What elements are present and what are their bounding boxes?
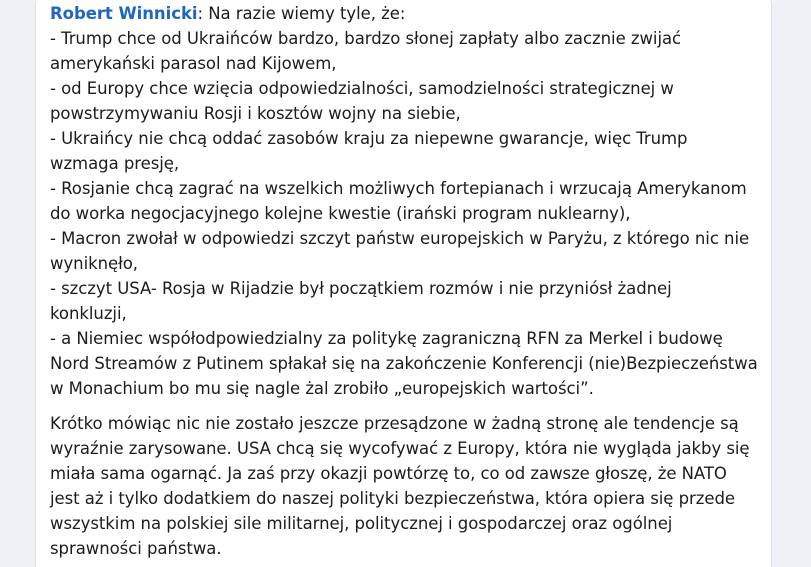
comment-line: miała sama ogarnąć. Ja zaś przy okazji powtórzę to, co od zawsze głoszę, że NATO [50, 464, 727, 483]
comment-intro: : Na razie wiemy tyle, że: [197, 4, 406, 23]
comment-line: wyniknęło, [50, 254, 138, 273]
comment-line: do worka negocjacyjnego kolejne kwestie (irański program nuklearny), [50, 204, 631, 223]
author-name-link[interactable]: Robert Winnicki [50, 4, 198, 23]
comment-line: - Rosjanie chcą zagrać na wszelkich możliwych fortepianach i wrzucają Amerykanom [50, 179, 747, 198]
comment-body [50, 1, 762, 561]
comment-line: - Trump chce od Ukraińców bardzo, bardzo słonej zapłaty albo zacznie zwijać [50, 29, 682, 48]
comment-line: - a Niemiec współodpowiedzialny za politykę zagraniczną RFN za Merkel i budowę [50, 329, 723, 348]
comment-line: - od Europy chce wzięcia odpowiedzialności, samodzielności strategicznej w [50, 79, 674, 98]
comment-line: - Ukraińcy nie chcą oddać zasobów kraju za niepewne gwarancje, więc Trump [50, 129, 688, 148]
comment-line: Krótko mówiąc nic nie zostało jeszcze przesądzone w żadną stronę ale tendencje są [50, 414, 739, 433]
comment-line: wzmaga presję, [50, 154, 180, 173]
comment-line: - Macron zwołał w odpowiedzi szczyt państw europejskich w Paryżu, z którego nic nie [50, 229, 750, 248]
comment-line: w Monachium bo mu się nagle żal zrobiło „europejskich wartości”. [50, 379, 594, 398]
comment-line: - szczyt USA- Rosja w Rijadzie był początkiem rozmów i nie przyniósł żadnej [50, 279, 672, 298]
comment-line: wyraźnie zarysowane. USA chcą się wycofywać z Europy, która nie wygląda jakby się [50, 439, 750, 458]
comment-line: Nord Streamów z Putinem spłakał się na zakończenie Konferencji (nie)Bezpieczeństwa [50, 354, 758, 373]
comment-line: sprawności państwa. [50, 539, 222, 558]
comment-line: konkluzji, [50, 304, 127, 323]
comment-line: jest aż i tylko dodatkiem do naszej polityki bezpieczeństwa, która opiera się przede [50, 489, 735, 508]
comment-line [50, 1, 762, 26]
comment-line: powstrzymywaniu Rosji i kosztów wojny na siebie, [50, 104, 461, 123]
comment-line: wszystkim na polskiej sile militarnej, politycznej i gospodarczej oraz ogólnej [50, 514, 673, 533]
comment-line: amerykański parasol nad Kijowem, [50, 54, 337, 73]
comment-paragraph-1 [50, 1, 762, 401]
comment-paragraph-2 [50, 411, 762, 561]
